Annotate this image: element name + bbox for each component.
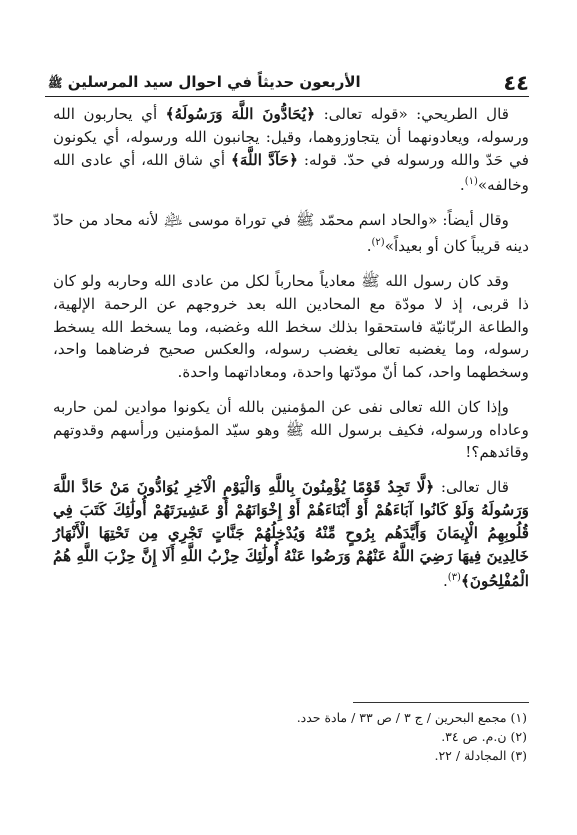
page-header (45, 70, 529, 97)
text-segment: وإذا كان الله تعالى نفى عن المؤمنين بالله أن يكونوا موادين لمن حاربه وعاداه ورسوله، فكيف برسول الله ﷺ وهو سيّد المؤمنين ورأسهم وقدوتهم وقائدهم؟! (53, 397, 529, 462)
text-segment: وقد كان رسول الله ﷺ معادياً محارباً لكل من عادى الله وحاربه ولو كان ذا قربى، إذ لا مودّة مع المحادين الله بعد خروجهم عن الرحمة الإلهية، والطاعة الربّانيّة فاستحقوا بذلك سخط الله وغضبه، وما يسخط الله يسخط رسوله، وما يغضبه تعالى يغضب رسوله، والعكس صحيح فرضاهما واحد، وسخطهما واحد، كما أنّ مودّتها واحدة، ومعاداتهما واحدة. (53, 271, 529, 382)
footnote-reference: (٣) (447, 572, 461, 584)
text-segment: أي يحاربون الله ورسوله، ويعادونهما أن يتجاوزوهما، وقيل: يجانبون الله ورسوله، أي يكونون في حَدّ والله ورسوله في حدّ. قوله: (53, 105, 529, 169)
footnote: (١) مجمع البحرين / ج ٣ / ص ٣٣ / مادة حدد. (296, 710, 527, 725)
paragraph (53, 476, 529, 593)
salawat-mark: ﷺ (48, 76, 63, 90)
text-segment: وقال أيضاً: «والحاد اسم محمّد ﷺ في توراة موسى ﵇ لأنه محاد من حادّ دينه قريباً كان أو بعيداً» (53, 211, 529, 256)
text-segment: . (442, 572, 448, 591)
text-segment: قال تعالى: (434, 478, 509, 497)
paragraph (53, 103, 529, 197)
running-title-text: الأربعون حديثاً في احوال سيد المرسلين (67, 73, 361, 91)
footnote-reference: (١) (464, 176, 478, 188)
quran-verse: ﴿حَآدَّ اللَّهَ﴾ (231, 150, 298, 169)
paragraph (53, 270, 529, 384)
footnote: (٢) ن.م. ص ٣٤. (441, 729, 527, 744)
text-segment: . (366, 237, 372, 256)
footnote-divider (353, 702, 529, 703)
text-segment: . (459, 176, 465, 195)
main-text (53, 103, 529, 605)
footnote-reference: (٢) (371, 237, 385, 249)
page-number: ٤٤ (503, 71, 529, 95)
quran-verse: ﴿يُحَادُّونَ اللَّهَ وَرَسُولَهُ﴾ (165, 105, 316, 123)
footnote: (٣) المجادلة / ٢٢. (434, 748, 527, 763)
footnotes (220, 708, 527, 765)
text-segment: قال الطريحي: «قوله تعالى: (315, 105, 510, 123)
paragraph (53, 209, 529, 258)
text-segment: أي شاق الله، أي عادى الله وخالفه» (53, 150, 529, 195)
quran-verse: ﴿لَّا تَجِدُ قَوْمًا يُؤْمِنُونَ بِاللَّهِ وَالْيَوْمِ الْآخِرِ يُوَادُّونَ مَنْ حَادَّ اللَّهَ وَرَسُولَهُ وَلَوْ كَانُوا آبَاءَهُمْ أَوْ أَبْنَاءَهُمْ أَوْ إِخْوَانَهُمْ أَوْ عَشِيرَتَهُمْ أُولَٰئِكَ كَتَبَ فِي قُلُوبِهِمُ الْإِيمَانَ وَأَيَّدَهُم بِرُوحٍ مِّنْهُ وَيُدْخِلُهُمْ جَنَّاتٍ تَجْرِي مِن تَحْتِهَا الْأَنْهَارُ خَالِدِينَ فِيهَا رَضِيَ اللَّهُ عَنْهُمْ وَرَضُوا عَنْهُ أُولَٰئِكَ حِزْبُ اللَّهِ أَلَا إِنَّ حِزْبَ اللَّهِ هُمُ الْمُفْلِحُونَ﴾ (53, 478, 529, 591)
running-title (45, 73, 361, 93)
paragraph (53, 396, 529, 464)
